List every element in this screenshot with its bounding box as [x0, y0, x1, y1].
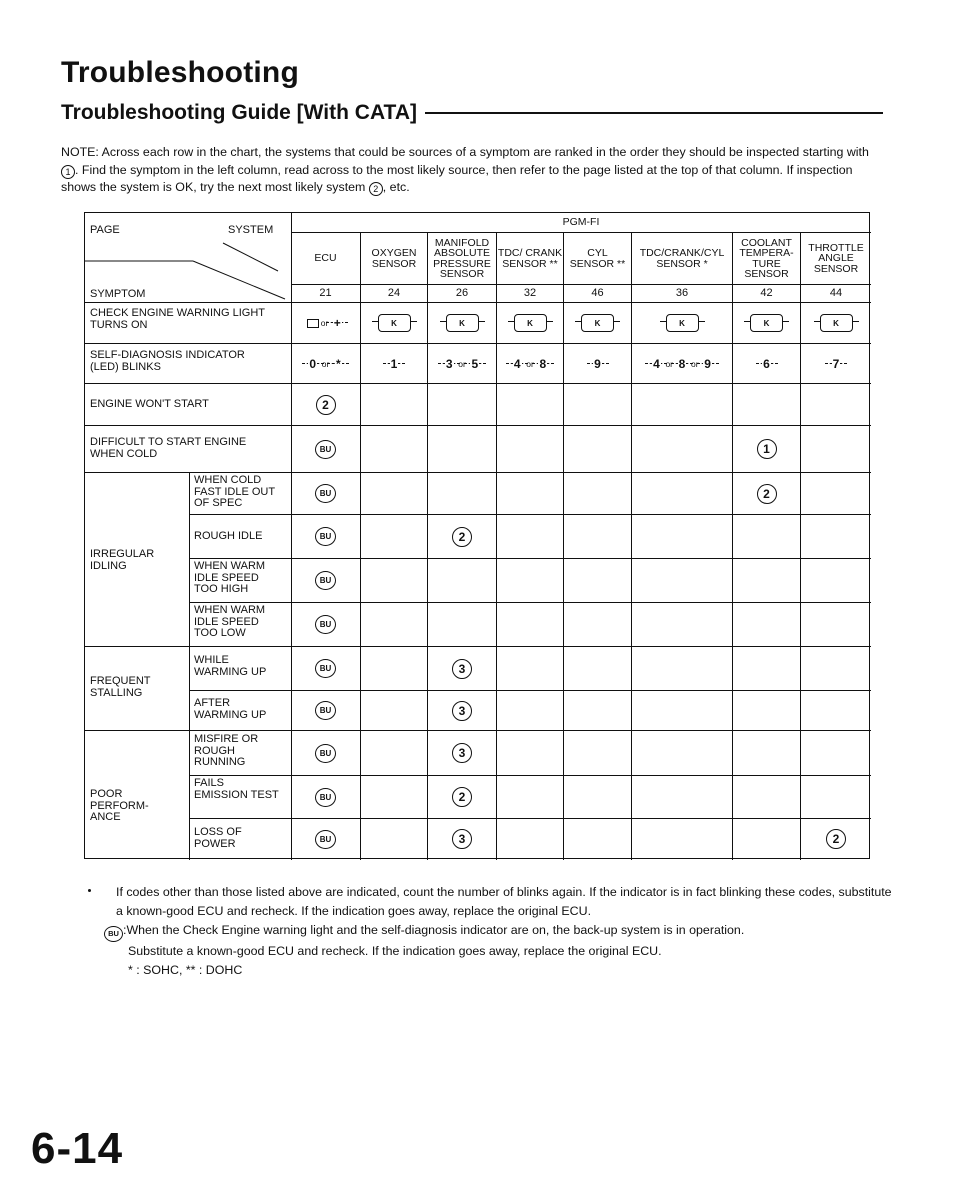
code-ecu: 21 — [319, 287, 332, 299]
led-blink-icon: 9 — [591, 356, 605, 372]
note-text-3: , etc. — [382, 180, 410, 194]
backup-bu-icon: BU — [315, 701, 336, 720]
led-blink-icon: 9 — [701, 356, 715, 372]
backup-bu-icon: BU — [315, 440, 336, 459]
check-engine-throttle — [801, 303, 871, 343]
grid-h-r2 — [85, 383, 871, 384]
header-pgm-fi: PGM-FI — [562, 216, 600, 228]
symptom-warming-up: WHILE WARMING UP — [194, 654, 267, 678]
check-engine-map — [428, 303, 496, 343]
led-blink-icon: 5 — [468, 356, 482, 372]
code-oxygen: 24 — [387, 287, 401, 299]
circled-1-icon: 1 — [61, 165, 75, 179]
header-col-throttle: THROTTLE ANGLE SENSOR — [808, 241, 864, 275]
or-label: or — [320, 318, 329, 328]
footnote-4: * : SOHC, ** : DOHC — [128, 962, 243, 977]
backup-bu-icon: BU — [315, 571, 336, 590]
symptom-idle-high: WHEN WARM IDLE SPEED TOO HIGH — [194, 560, 266, 595]
rank-emission-ecu — [291, 776, 360, 818]
rank-misfire-map — [428, 731, 496, 775]
code-coolant: 42 — [760, 287, 773, 299]
rank-warming-ecu — [291, 647, 360, 690]
rank-wont-start-ecu — [291, 384, 360, 425]
symptom-idle-low: WHEN WARM IDLE SPEED TOO LOW — [194, 604, 266, 639]
led-tdc — [497, 344, 563, 383]
led-oxygen — [361, 344, 427, 383]
header-col-map: MANIFOLD ABSOLUTE PRESSURE SENSOR — [433, 236, 491, 280]
check-engine-oxygen — [361, 303, 427, 343]
check-engine-lamp-icon: K — [378, 314, 411, 332]
backup-bu-icon: BU — [315, 744, 336, 763]
backup-bu-icon: BU — [104, 926, 123, 942]
check-engine-coolant — [733, 303, 800, 343]
led-blink-icon: 4 — [649, 356, 663, 372]
rank-misfire-ecu — [291, 731, 360, 775]
led-ecu — [291, 344, 360, 383]
symptom-fast-idle: WHEN COLD FAST IDLE OUT OF SPEC — [194, 474, 275, 509]
page-number: 6-14 — [31, 1124, 124, 1173]
rank-rough-idle-map — [428, 515, 496, 558]
led-blink-icon: * — [331, 356, 345, 372]
symptom-emission: FAILS EMISSION TEST — [194, 777, 279, 801]
rank-after-warming-map — [428, 691, 496, 730]
rank-1-icon: 1 — [757, 439, 777, 459]
or-label: or — [321, 358, 330, 369]
check-engine-lamp-icon: K — [446, 314, 479, 332]
troubleshooting-table — [84, 212, 870, 859]
or-label: or — [665, 358, 673, 369]
symptom-self-diagnosis: SELF-DIAGNOSIS INDICATOR (LED) BLINKS — [90, 349, 245, 373]
or-label: or — [458, 358, 466, 369]
rank-2-icon: 2 — [826, 829, 846, 849]
check-engine-lamp-icon: K — [750, 314, 783, 332]
led-tdc-crank-cyl — [632, 344, 732, 383]
symptom-frequent-stalling: FREQUENT STALLING — [90, 675, 151, 699]
rank-power-ecu — [291, 819, 360, 859]
led-blink-icon: 6 — [760, 356, 774, 372]
note-text-1: NOTE: Across each row in the chart, the systems that could be sources of a symptom are ranked in the order they should be inspected starting with — [61, 145, 869, 159]
backup-bu-icon: BU — [315, 527, 336, 546]
backup-bu-icon: BU — [315, 830, 336, 849]
check-engine-lamp-icon: K — [666, 314, 699, 332]
header-col-ecu: ECU — [314, 252, 337, 265]
rank-warming-map — [428, 647, 496, 690]
led-blink-icon: 7 — [829, 356, 843, 372]
symptom-after-warming: AFTER WARMING UP — [194, 697, 267, 721]
rank-fast-idle-ecu — [291, 473, 360, 514]
section-subtitle: Troubleshooting Guide [With CATA] — [61, 101, 417, 124]
rank-rough-idle-ecu — [291, 515, 360, 558]
led-blink-icon: 8 — [675, 356, 689, 372]
header-col-coolant: COOLANT TEMPERA- TURE SENSOR — [739, 236, 794, 280]
rank-3-icon: 3 — [452, 829, 472, 849]
symptom-loss-of-power: LOSS OF POWER — [194, 826, 242, 850]
rank-after-warming-ecu — [291, 691, 360, 730]
code-tdc-crank: 32 — [523, 287, 537, 299]
header-col-oxygen: OXYGEN SENSOR — [371, 247, 417, 270]
rank-2-icon: 2 — [452, 527, 472, 547]
page-title: Troubleshooting — [61, 56, 299, 89]
check-engine-tdc — [497, 303, 563, 343]
backup-bu-icon: BU — [315, 484, 336, 503]
code-throttle: 44 — [829, 287, 843, 299]
symptom-misfire: MISFIRE OR ROUGH RUNNING — [194, 733, 259, 768]
check-engine-ecu — [291, 303, 360, 343]
rank-difficult-ecu — [291, 426, 360, 472]
led-map — [428, 344, 496, 383]
header-page: PAGE — [90, 224, 120, 236]
rank-2-icon: 2 — [316, 395, 336, 415]
subtitle-rule — [425, 112, 883, 114]
led-blink-icon: 8 — [536, 356, 550, 372]
or-label: or — [526, 358, 534, 369]
footnote-2-text: :When the Check Engine warning light and the self-diagnosis indicator are on, the back-up system is in operation. — [123, 923, 745, 937]
backup-bu-icon: BU — [315, 788, 336, 807]
grid-h-codes — [291, 284, 871, 285]
header-system: SYSTEM — [228, 224, 274, 236]
subtitle-row — [61, 99, 883, 127]
code-tdc-crank-cyl: 36 — [675, 287, 689, 299]
rank-2-icon: 2 — [452, 787, 472, 807]
rank-2-icon: 2 — [757, 484, 777, 504]
note-paragraph — [61, 144, 876, 197]
bullet-icon — [88, 889, 91, 892]
header-col-cyl: CYL SENSOR ** — [569, 247, 626, 270]
rank-emission-map — [428, 776, 496, 818]
rank-idle-low-ecu — [291, 603, 360, 646]
backup-bu-icon: BU — [315, 615, 336, 634]
blank-led-icon: + — [330, 315, 344, 331]
footnote-2 — [104, 921, 894, 942]
led-blink-icon: 3 — [442, 356, 456, 372]
backup-bu-icon: BU — [315, 659, 336, 678]
check-engine-cyl — [564, 303, 631, 343]
footnote-1: If codes other than those listed above are indicated, count the number of blinks again. If the indicator is in fact blinking these codes, substitute a known-good ECU and recheck. If the indication goes away, replace the original ECU. — [116, 885, 892, 918]
symptom-irregular-idling: IRREGULAR IDLING — [90, 548, 155, 572]
symptom-rough-idle: ROUGH IDLE — [194, 530, 263, 542]
square-light-icon — [307, 319, 319, 328]
check-engine-lamp-icon: K — [514, 314, 547, 332]
footnote-3: Substitute a known-good ECU and recheck. If the indication goes away, replace the original ECU. — [128, 943, 662, 958]
check-engine-tcc — [632, 303, 732, 343]
rank-fast-idle-coolant — [733, 473, 800, 514]
led-blink-icon: 1 — [387, 356, 401, 372]
note-text-2: . Find the symptom in the left column, read across to the most likely source, then refer to the page listed at the top of that column. If inspection shows the system is OK, try the next most likely system — [61, 162, 853, 194]
circled-2-icon: 2 — [369, 182, 383, 196]
grid-v-sub — [189, 472, 190, 860]
rank-3-icon: 3 — [452, 701, 472, 721]
header-col-tdc-crank-cyl: TDC/CRANK/CYL SENSOR * — [639, 247, 725, 270]
header-col-tdc-crank: TDC/ CRANK SENSOR ** — [497, 247, 563, 270]
code-map: 26 — [455, 287, 469, 299]
check-engine-lamp-icon: K — [581, 314, 614, 332]
rank-power-map — [428, 819, 496, 859]
led-coolant — [733, 344, 800, 383]
symptom-wont-start: ENGINE WON'T START — [90, 398, 209, 410]
rank-idle-high-ecu — [291, 559, 360, 602]
rank-3-icon: 3 — [452, 743, 472, 763]
rank-difficult-coolant — [733, 426, 800, 472]
code-cyl: 46 — [591, 287, 604, 299]
led-cyl — [564, 344, 631, 383]
led-throttle — [801, 344, 871, 383]
symptom-difficult-start: DIFFICULT TO START ENGINE WHEN COLD — [90, 436, 247, 460]
check-engine-lamp-icon: K — [820, 314, 853, 332]
rank-3-icon: 3 — [452, 659, 472, 679]
header-symptom: SYMPTOM — [90, 288, 146, 300]
footnotes — [104, 883, 894, 980]
or-label: or — [691, 358, 699, 369]
led-blink-icon: 4 — [510, 356, 524, 372]
rank-power-throttle — [801, 819, 871, 859]
symptom-poor-performance: POOR PERFORM- ANCE — [90, 788, 149, 823]
symptom-check-engine: CHECK ENGINE WARNING LIGHT TURNS ON — [90, 307, 265, 331]
led-blink-icon: 0 — [306, 356, 320, 372]
